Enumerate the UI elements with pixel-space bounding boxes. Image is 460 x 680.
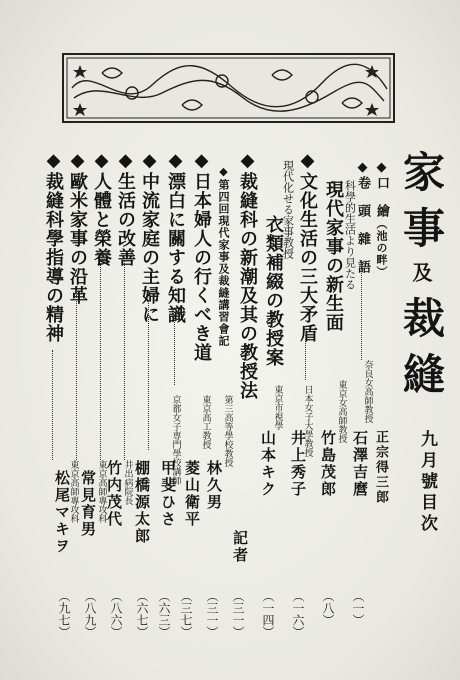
entry-3-page: （一六） bbox=[291, 590, 305, 638]
entry-12-page: （八九） bbox=[83, 590, 97, 638]
entry-3-person: 井上秀子 bbox=[289, 430, 307, 498]
entry-13-person: 松尾マキヲ bbox=[53, 470, 71, 555]
entry-11-affiliation: 井出病院長 bbox=[122, 460, 133, 505]
entry-8-person: 甲斐ひさ bbox=[159, 460, 177, 528]
entry-13-title: ◆裁縫科學指導の精神 bbox=[43, 150, 64, 343]
entry-8-title: ◆漂白に關する知識 bbox=[165, 150, 186, 324]
entry-3-affiliation: 日本女子大學教授 bbox=[302, 385, 313, 457]
entry-12-person: 常見育男 bbox=[79, 470, 97, 538]
magazine-title bbox=[397, 150, 446, 408]
entry-3-title: ◆文化生活の三大矛盾 bbox=[297, 150, 318, 343]
entry-12-title: ◆歐米家事の沿革 bbox=[67, 150, 88, 305]
entry-1-affiliation: 奈良女高師教授 bbox=[362, 360, 373, 423]
decorative-header-banner bbox=[62, 53, 395, 123]
title-and: 及 bbox=[409, 262, 433, 296]
entry-2-title: 現代家事の新生面 bbox=[323, 180, 344, 332]
entry-12-affiliation: 東京高師專攻科 bbox=[96, 460, 107, 523]
entry-7-title: ◆日本婦人の行くべき道 bbox=[191, 150, 212, 362]
entry-4-title: 衣類補綴の教授案 bbox=[263, 215, 284, 367]
entry-1-title: ◆卷 頭 雜 語 bbox=[355, 160, 370, 274]
entry-2-person: 竹島茂郎 bbox=[319, 430, 337, 498]
entry-6-title: ◆第四回現代家事及裁縫講習會記 bbox=[217, 165, 230, 347]
entry-7-person: 菱山衛平 bbox=[183, 460, 201, 528]
entry-4-page: （一四） bbox=[261, 590, 275, 638]
entry-4-affiliation: 東京市視學 bbox=[272, 385, 283, 430]
entry-6-person: 林久男 bbox=[205, 460, 223, 511]
entry-7-affiliation: 東京高工教授 bbox=[200, 395, 211, 449]
title-end: 裁縫 bbox=[397, 296, 446, 408]
entry-10-title: ◆生活の改善 bbox=[115, 150, 136, 267]
entry-11-page: （八六） bbox=[109, 590, 123, 638]
entry-5-title: ◆裁縫科の新潮及其の教授法 bbox=[237, 150, 258, 400]
entry-5-person: 記者 bbox=[231, 530, 249, 564]
entry-7-page: （三七） bbox=[179, 590, 193, 638]
title-main: 家事 bbox=[397, 150, 446, 262]
entry-frontispiece-person: 正宗得三郎 bbox=[373, 430, 388, 505]
entry-4-subtitle: 現代化せる家事教授 bbox=[281, 160, 295, 259]
entry-2-subtitle: 科學的生活より見たる bbox=[343, 180, 357, 290]
entry-11-title: ◆人體と榮養 bbox=[91, 150, 112, 267]
entry-6-affiliation: 第三高等學校教授 bbox=[222, 395, 233, 467]
entry-1-person: 石澤吉麿 bbox=[351, 430, 369, 498]
entry-9-person: 棚橋源太郎 bbox=[133, 460, 151, 545]
entry-frontispiece-title: ◆口 繪（池の畔） bbox=[374, 160, 389, 278]
entry-9-title: ◆中流家庭の主婦に bbox=[139, 150, 160, 324]
entry-8-page: （六三） bbox=[157, 590, 171, 638]
issue-label: 九月號目次 bbox=[417, 430, 437, 535]
entry-8-affiliation: 京都女子専門學校講師 bbox=[170, 395, 181, 485]
entry-1-page: （一） bbox=[351, 590, 365, 626]
entry-13-page: （九七） bbox=[57, 590, 71, 638]
entry-9-page: （六七） bbox=[135, 590, 149, 638]
entry-11-person: 竹内茂代 bbox=[105, 460, 123, 528]
entry-2-affiliation: 東京女高師教授 bbox=[336, 380, 347, 443]
entry-2-page: （八） bbox=[321, 590, 335, 626]
entry-6-page: （三一） bbox=[205, 590, 219, 638]
entry-5-page: （三一） bbox=[231, 590, 245, 638]
entry-13-affiliation: 東京高師專攻科 bbox=[68, 460, 79, 523]
entry-4-person: 山本キク bbox=[259, 430, 277, 498]
